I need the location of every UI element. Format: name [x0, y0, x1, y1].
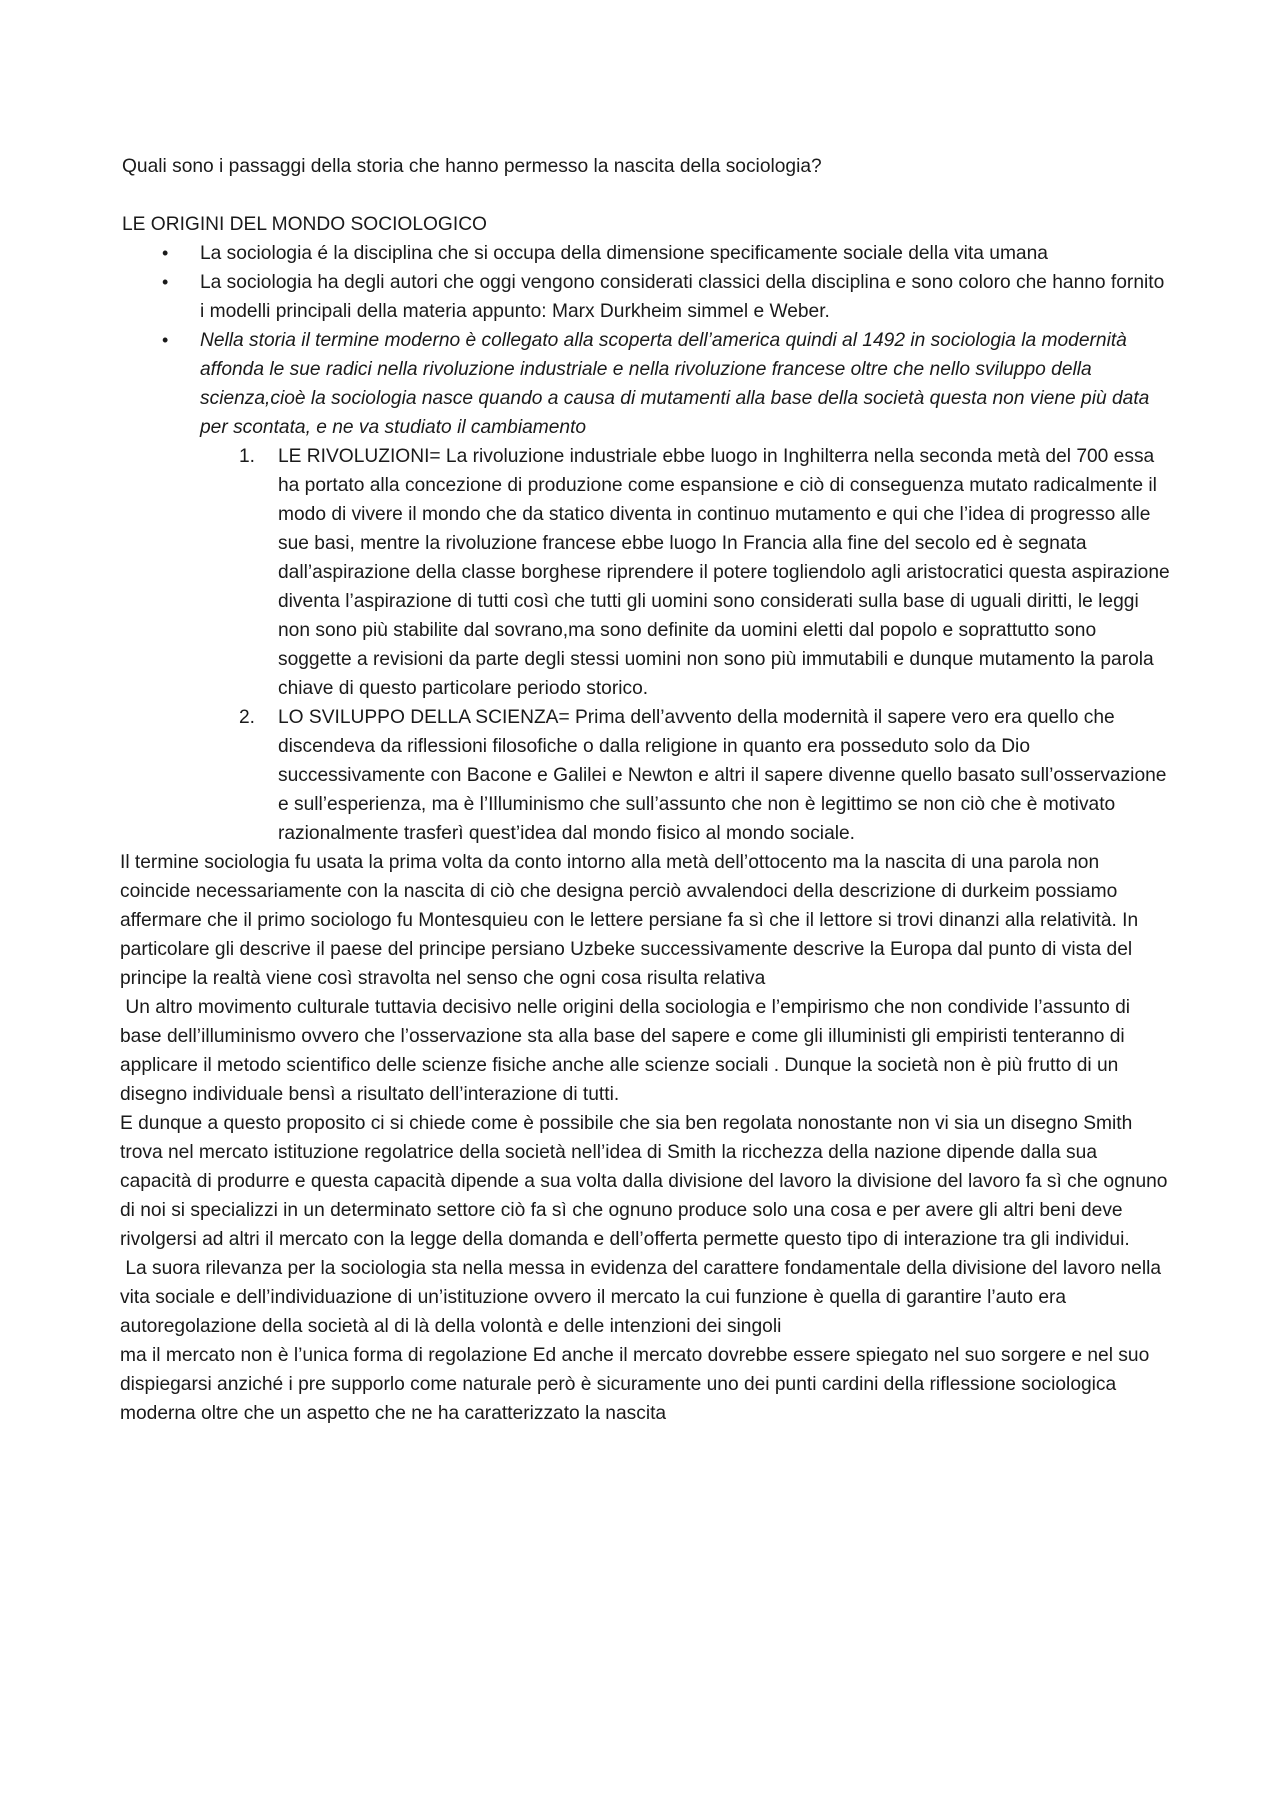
numbered-item [122, 442, 1172, 703]
numbered-text: LO SVILUPPO DELLA SCIENZA= Prima dell’avvento della modernità il sapere vero era quello che discendeva da riflessioni filosofiche o dalla religione in quanto era posseduto solo da Dio successivamente con Bacone e Galilei e Newton e altri il sapere divenne quello basato sull’osservazione e sull’esperienza, ma è l’Illuminismo che sull’assunto che non è legittimo se non ciò che è motivato razionalmente trasferì quest’idea dal mondo fisico al mondo sociale. [278, 707, 1167, 844]
bullet-item [122, 239, 1172, 268]
bullet-icon: • [162, 243, 169, 263]
bullet-icon: • [162, 272, 169, 292]
bullet-text: La sociologia ha degli autori che oggi vengono considerati classici della disciplina e sono coloro che hanno fornito i modelli principali della materia appunto: Marx Durkheim simmel e Weber. [200, 272, 1165, 322]
document-question: Quali sono i passaggi della storia che hanno permesso la nascita della sociologia? [122, 156, 822, 177]
numbered-list [122, 442, 1172, 848]
numbered-text: LE RIVOLUZIONI= La rivoluzione industriale ebbe luogo in Inghilterra nella seconda metà del 700 essa ha portato alla concezione di produzione come espansione e ciò di conseguenza mutato radicalmente il modo di vivere il mondo che da statico diventa in continuo mutamento e qui che l’idea di progresso alle sue basi, mentre la rivoluzione francese ebbe luogo In Francia alla fine del secolo ed è segnata dall’aspirazione della classe borghese riprendere il potere togliendolo agli aristocratici questa aspirazione diventa l’aspirazione di tutti così che tutti gli uomini sono considerati sulla base di uguali diritti, le leggi non sono più stabilite dal sovrano,ma sono definite da uomini eletti dal popolo e soprattutto sono soggette a revisioni da parte degli stessi uomini non sono più immutabili e dunque mutamento la parola chiave di questo particolare periodo storico. [278, 446, 1170, 699]
document-page [122, 152, 1172, 1428]
paragraph: E dunque a questo proposito ci si chiede come è possibile che sia ben regolata nonostante non vi sia un disegno Smith trova nel mercato istituzione regolatrice della società nell’idea di Smith la ricchezza della nazione dipende dalla sua capacità di produrre e questa capacità dipende a sua volta dalla divisione del lavoro la divisione del lavoro fa sì che ognuno di noi si specializzi in un determinato settore ciò fa sì che ognuno produce solo una cosa e per avere gli altri beni deve rivolgersi ad altri il mercato con la legge della domanda e dell’offerta permette questo tipo di interazione tra gli individui. [120, 1113, 1168, 1250]
bullet-text: Nella storia il termine moderno è collegato alla scoperta dell’america quindi al 1492 in sociologia la modernità affonda le sue radici nella rivoluzione industriale e nella rivoluzione francese oltre che nello sviluppo della scienza,cioè la sociologia nasce quando a causa di mutamenti alla base della società questa non viene più data per scontata, e ne va studiato il cambiamento [200, 330, 1150, 438]
body-paragraphs [120, 848, 1172, 1428]
bullet-item [122, 326, 1172, 848]
bullet-item [122, 268, 1172, 326]
numbered-item [122, 703, 1172, 848]
bullet-text: La sociologia é la disciplina che si occupa della dimensione specificamente sociale della vita umana [200, 243, 1048, 264]
list-number: 1. [239, 446, 256, 467]
paragraph: ma il mercato non è l’unica forma di regolazione Ed anche il mercato dovrebbe essere spiegato nel suo sorgere e nel suo dispiegarsi anziché i pre supporlo come naturale però è sicuramente uno dei punti cardini della riflessione sociologica moderna oltre che un aspetto che ne ha caratterizzato la nascita [120, 1345, 1150, 1424]
bullet-icon: • [162, 330, 169, 350]
paragraph: Il termine sociologia fu usata la prima volta da conto intorno alla metà dell’ottocento ma la nascita di una parola non coincide necessariamente con la nascita di ciò che designa perciò avvalendoci della descrizione di durkeim possiamo affermare che il primo sociologo fu Montesquieu con le lettere persiane fa sì che il lettore si trovi dinanzi alla relatività. In particolare gli descrive il paese del principe persiano Uzbeke successivamente descrive la Europa dal punto di vista del principe la realtà viene così stravolta nel senso che ogni cosa risulta relativa [120, 852, 1139, 989]
bullet-list [122, 239, 1172, 848]
paragraph: La suora rilevanza per la sociologia sta nella messa in evidenza del carattere fondamentale della divisione del lavoro nella vita sociale e dell’individuazione di un’istituzione ovvero il mercato la cui funzione è quella di garantire l’auto era autoregolazione della società al di là della volontà e delle intenzioni dei singoli [120, 1258, 1167, 1337]
section-heading: LE ORIGINI DEL MONDO SOCIOLOGICO [122, 214, 487, 235]
list-number: 2. [239, 707, 256, 728]
paragraph: Un altro movimento culturale tuttavia decisivo nelle origini della sociologia e l’empirismo che non condivide l’assunto di base dell’illuminismo ovvero che l’osservazione sta alla base del sapere e come gli illuministi gli empiristi tenteranno di applicare il metodo scientifico delle scienze fisiche anche alle scienze sociali . Dunque la società non è più frutto di un disegno individuale bensì a risultato dell’interazione di tutti. [120, 997, 1136, 1105]
